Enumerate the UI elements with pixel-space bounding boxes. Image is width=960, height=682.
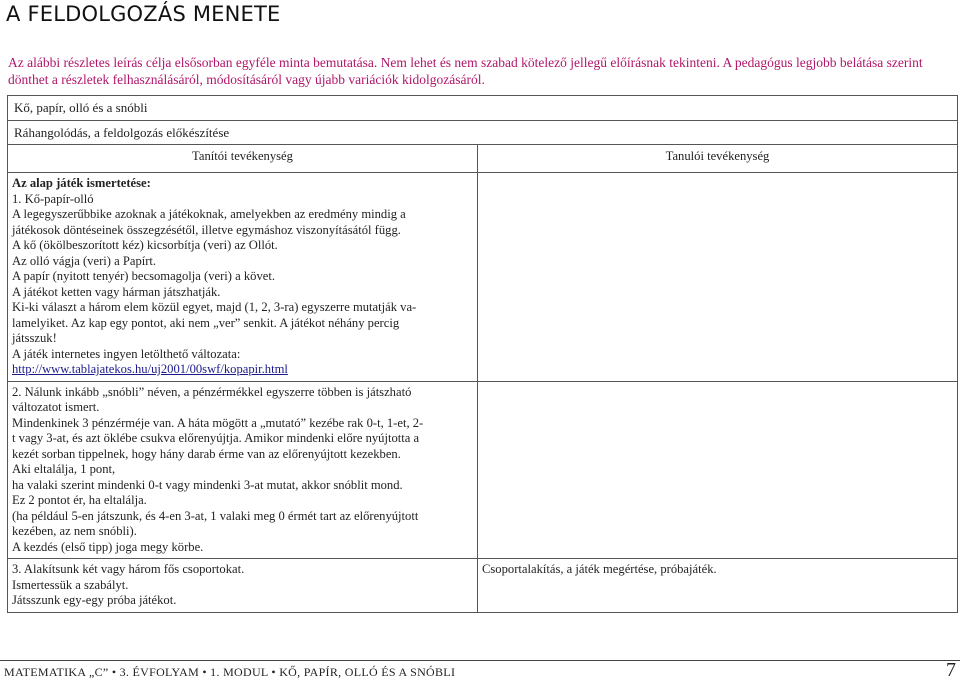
intro-note: Az alábbi részletes leírás célja elsősorban egyféle minta bemutatása. Nem lehet és nem szabad kötelező jellegű előírásnak tekinteni. A pedagógus legjobb belátása szerint dönthet a részletek felhasználásáról, módosításáról vagy újabb variációk kidolgozásáról.: [8, 55, 923, 87]
teacher-cell: [8, 173, 478, 382]
text-line: A játékot ketten vagy hárman játszhatják.: [12, 284, 221, 299]
table-row: [8, 173, 958, 382]
student-cell: Csoportalakítás, a játék megértése, próbajáték.: [478, 559, 958, 613]
game-download-link[interactable]: http://www.tablajatekos.hu/uj2001/00swf/kopapir.html: [12, 362, 288, 376]
text-line: Ismertessük a szabályt.: [12, 577, 129, 592]
teacher-cell: [8, 381, 478, 559]
text-line: Az olló vágja (veri) a Papírt.: [12, 253, 157, 268]
text-line: lamelyiket. Az kap egy pontot, aki nem „ver” senkit. A játékot néhány percig: [12, 315, 400, 330]
page-title: A FELDOLGOZÁS MENETE: [6, 2, 281, 26]
text-line: (ha például 5-en játszunk, és 4-en 3-at, 1 valaki meg 0 érmét tart az előrenyújtott: [12, 508, 419, 523]
text-line: A legegyszerűbbike azoknak a játékoknak, amelyekben az eredmény mindig a: [12, 207, 406, 221]
text-line: 3. Alakítsunk két vagy három fős csoportokat.: [12, 562, 245, 576]
text-line: A kő (ökölbeszorított kéz) kicsorbítja (veri) az Ollót.: [12, 238, 278, 252]
text-line: ha valaki szerint mindenki 0-t vagy mindenki 3-at mutat, akkor snóblit mond.: [12, 477, 403, 492]
student-cell: [478, 381, 958, 559]
student-cell: [478, 173, 958, 382]
text-line: Ki-ki választ a három elem közül egyet, majd (1, 2, 3-ra) egyszerre mutatják va-: [12, 300, 417, 314]
text-line: játékosok döntéseinek összegzésétől, illetve egymáshoz viszonyításától függ.: [12, 222, 401, 237]
text-line: Aki eltalálja, 1 pont,: [12, 462, 116, 476]
text-line: Játsszunk egy-egy próba játékot.: [12, 593, 177, 607]
text-line: A papír (nyitott tenyér) becsomagolja (veri) a követ.: [12, 269, 275, 283]
activity-table: [7, 144, 958, 613]
header-student: Tanulói tevékenység: [478, 145, 958, 173]
text-line: 1. Kő-papír-olló: [12, 191, 94, 206]
text-line: A játék internetes ingyen letölthető változata:: [12, 346, 241, 361]
teacher-cell: [8, 559, 478, 613]
text-line: kezét sorban tippelnek, hogy hány darab érme van az előrenyújtott kezekben.: [12, 446, 401, 461]
lesson-section: Ráhangolódás, a feldolgozás előkészítése: [8, 120, 957, 144]
text-line: A kezdés (első tipp) joga megy körbe.: [12, 539, 204, 554]
lesson-name: Kő, papír, olló és a snóbli: [14, 100, 148, 115]
text-line: t vagy 3-at, és azt öklébe csukva előrenyújtja. Amikor mindenki előre nyújtotta a: [12, 431, 420, 445]
activity-table-wrapper: [7, 144, 958, 613]
table-header-row: [8, 145, 958, 173]
footer-text: MATEMATIKA „C” • 3. ÉVFOLYAM • 1. MODUL • KŐ, PAPÍR, OLLÓ ÉS A SNÓBLI: [4, 665, 456, 679]
section-title: Az alap játék ismertetése:: [12, 176, 151, 190]
lesson-header: [7, 95, 958, 145]
text-line: változatot ismert.: [12, 400, 100, 414]
text-line: Mindenkinek 3 pénzérméje van. A háta mögött a „mutató” kezébe rak 0-t, 1-et, 2-: [12, 415, 424, 430]
text-line: játsszuk!: [12, 331, 57, 345]
page-number: 7: [946, 659, 956, 681]
table-row: [8, 381, 958, 559]
table-row: [8, 559, 958, 613]
footer-divider: [0, 660, 960, 661]
text-line: kezében, az nem snóbli).: [12, 524, 137, 538]
header-teacher: Tanítói tevékenység: [8, 145, 478, 173]
text-line: 2. Nálunk inkább „snóbli” néven, a pénzérmékkel egyszerre többen is játszható: [12, 384, 412, 399]
text-line: Ez 2 pontot ér, ha eltalálja.: [12, 493, 147, 507]
